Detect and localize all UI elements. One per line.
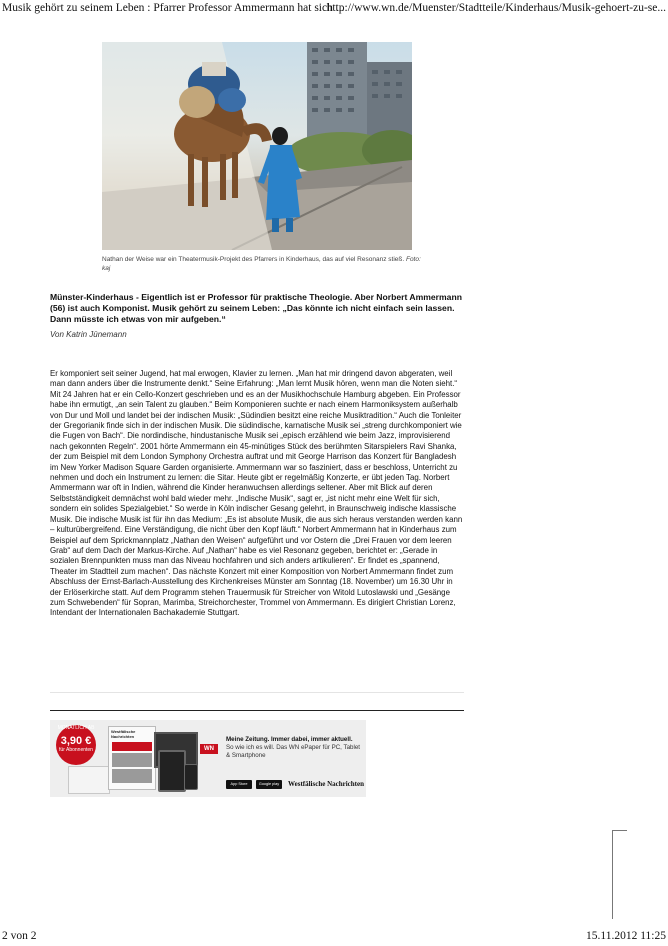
article-photo [102,42,412,250]
article-lead: Münster-Kinderhaus - Eigentlich ist er Professor für praktische Theologie. Aber Norbert Ammermann (56) ist auch Komponist. Musik gehört zu seinem Leben: „Das könnte ich nicht einfach sein lassen. Dann müsste ich etwas von mir aufgeben.“ [50,292,462,324]
print-datetime: 15.11.2012 11:25 [586,930,666,942]
appstore-badge-icon[interactable]: App Store [226,780,252,789]
newspaper-logo: Westfälische Nachrichten [288,780,365,788]
divider-light [50,692,464,693]
camel-photo-icon [102,42,412,250]
badge-top: MONATLICH AB [57,725,95,731]
photo-caption [102,255,422,273]
article-byline: Von Katrin Jünemann [50,330,127,339]
divider-dark [50,710,464,711]
badge-price: 3,90 € [60,735,92,747]
ad-tagline [226,736,362,760]
epaper-ad-banner[interactable] [50,720,366,797]
price-badge [56,725,96,765]
caption-text: Nathan der Weise war ein Theatermusik-Projekt des Pfarrers in Kinderhaus, das auf viel Resonanz stieß. [102,256,405,263]
browser-tab-title: Musik gehört zu seinem Leben : Pfarrer Professor Ammermann hat sich ... [2,2,345,14]
page-number: 2 von 2 [2,930,37,942]
smartphone-icon [184,764,198,790]
newspaper-masthead: Westfälische Nachrichten [111,729,136,739]
photo-credit: Foto: kaj [102,256,421,272]
article-body: Er komponiert seit seiner Jugend, hat mal erwogen, Klavier zu lernen. „Man hat mir dringend davon abgeraten, weil man dann anders über die Instrumente denkt.“ Seine Erfahrung: „Man lernt Musik hören, wenn man die Noten sieht.“ Mit 24 Jahren hat er ein Cello-Konzert geschrieben und es an der Musikhochschule Hamburg abgeben. Ein Professor habe ihn ermutigt, „an sein Talent zu glauben.“ Beim Komponieren suchte er nach einem Harmoniksystem außerhalb von Dur und Moll und landet bei der indischen Musik: „Südindien besitzt eine reiche Musiktradition.“ Auch die Tonleiter der Gregorianik finde sich in der indischen Musik. Die südindische, karnatische Musik sei „streng durchkomponiert wie die Fugen von Bach“. Die nordindische, hindustanische Musik sei „episch erzählend wie beim Jazz, improvisierend nach gekonnten Regeln“. 2001 hörte Ammermann ein 45-minütiges Stück des berühmten Sitarspielers Ravi Shanka, der zum Beispiel mit dem London Symphony Orchestra auftrat und mit George Harrison das Konzert für Bangladesh im New Yorker Madison Square Garden organisierte. Ammermann war so fasziniert, dass er beschloss, Unterricht zu nehmen und doch ein Instrument zu lernen: die Sitar. Heute gibt er regelmäßig Konzerte, er übt jeden Tag. Norbert Ammermann war oft in Indien, während die Kinder heranwuchsen allerdings seltener. Aber mit Blick auf deren Selbstständigkeit demnächst wohl bald wieder mehr. „Indische Musik“, sagt er, „ist nicht mehr eine Welt für sich, sondern ein solides Spezialgebiet.“ So werde in Köln indischer Gesang gelehrt, in Braunschweig indische klassische Musik. Die indische Musik ist für ihn das Medium: „Es ist absolute Musik, die aus sich heraus verstanden werden kann – kulturübergreifend. Eine Verständigung, die nicht über den Kopf läuft.“ Norbert Ammermann hat in Kinderhaus zum Beispiel auf dem Sprickmannplatz „Nathan den Weisen“ aufgeführt und vor Ostern die „Drei Frauen vor dem leeren Grab“ auf dem Dach der Markus-Kirche. Auf „Nathan“ habe es viel Resonanz gegeben, berichtet er: „Gerade in sozialen Brennpunkten muss man das Niveau hochfahren und sich anders artikulieren“. Er findet es „spannend, Theater im Stadtteil zum machen“. Das nächste Konzert mit einer Komposition von Norbert Ammermann findet zum Abschluss der Ernst-Barlach-Ausstellung des Kirchenkreises Münster am Sonntag (18. November) um 16.30 Uhr in der Erlöserkirche statt. Auf dem Programm stehen Trauermusik für Streicher von Witold Lutoslawski und „Gesänge zum Schwebenden“ für Sopran, Marimba, Streichorchester, Trommel von Ammermann. Es dirigiert Christian Lorenz, Intendant der Internationalen Bachakademie Stuttgart. [50,369,463,618]
page-url[interactable]: http://www.wn.de/Muenster/Stadtteile/Kinderhaus/Musik-gehoert-zu-se... [326,2,666,14]
newspaper-photo [112,753,152,767]
tablet-icon [158,750,186,792]
newspaper-photo-2 [112,769,152,783]
newspaper-band [112,742,152,751]
wn-logo: WN [200,744,218,754]
crop-mark [612,830,627,919]
ad-tagline-bold: Meine Zeitung. Immer dabei, immer aktuell. [226,736,353,743]
newspaper-icon [108,726,156,790]
badge-bottom: für Abonnenten [59,747,93,753]
googleplay-badge-icon[interactable]: Google play [256,780,282,789]
newspaper-stack-icon [68,766,110,794]
ad-tagline-text: So wie ich es will. Das WN ePaper für PC, Tablet & Smartphone [226,744,360,759]
